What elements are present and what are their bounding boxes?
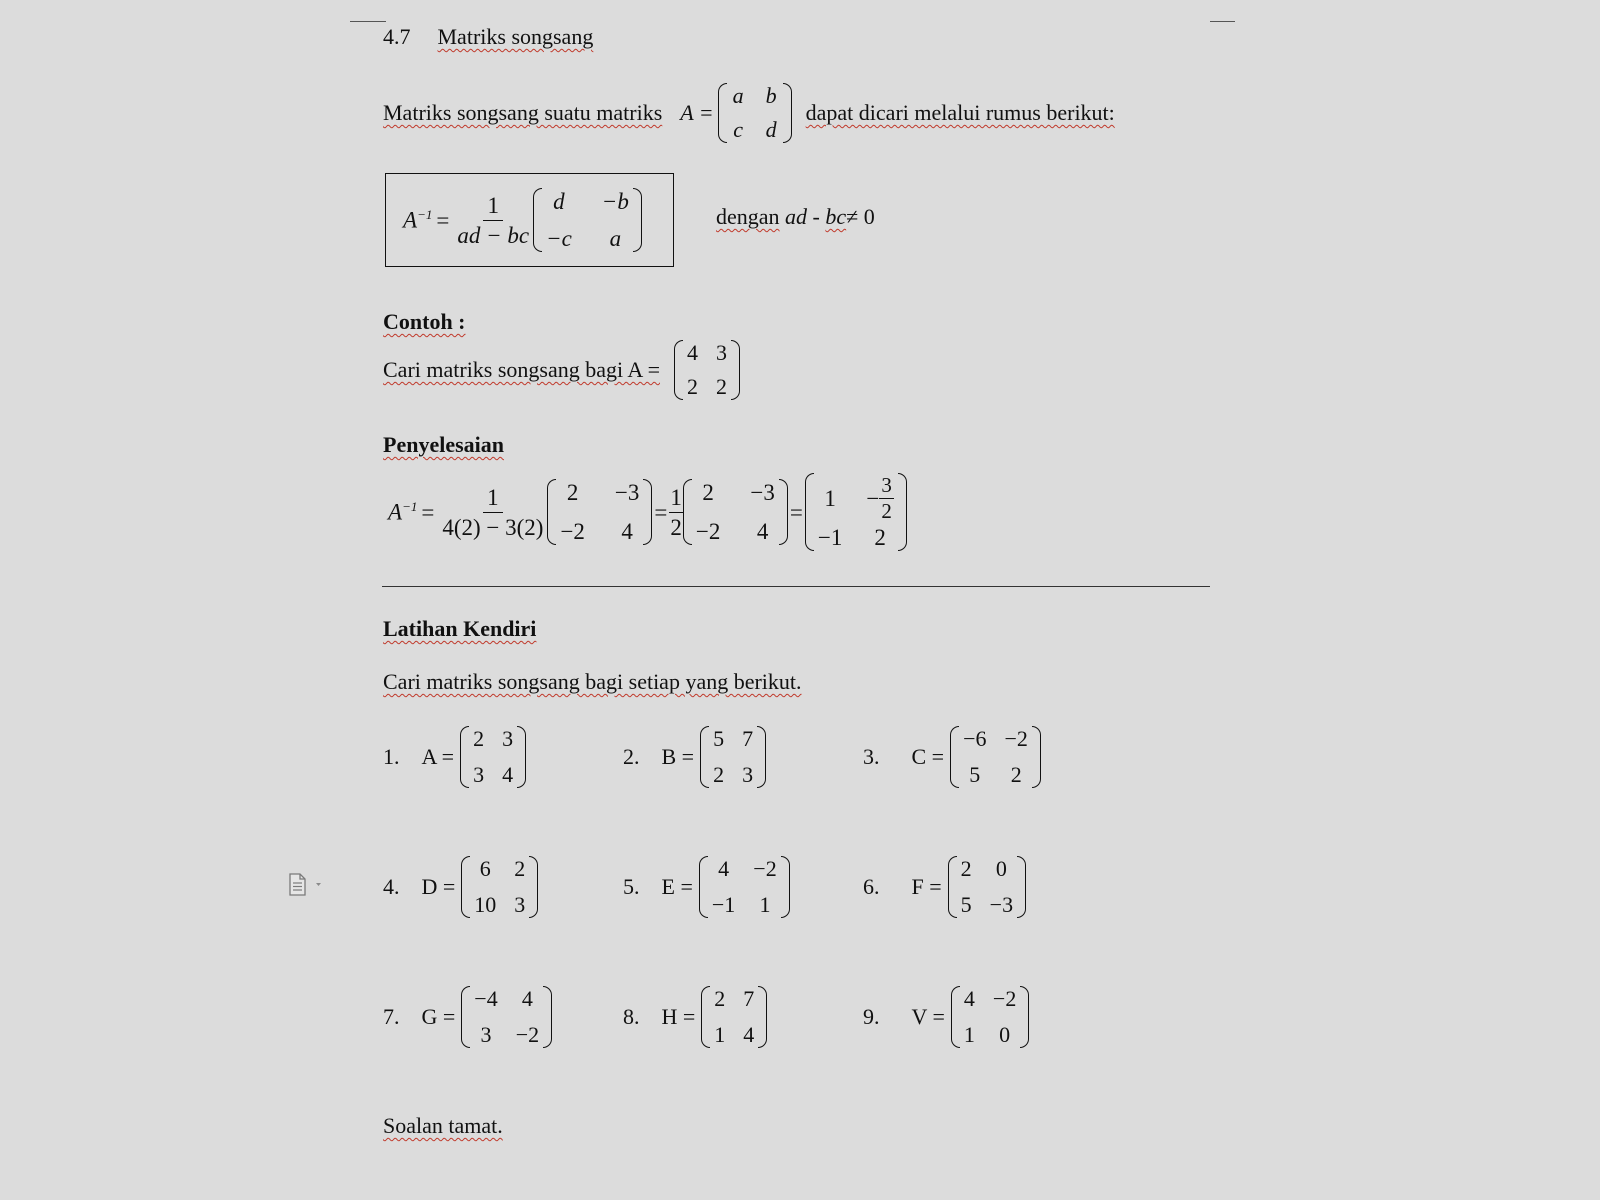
matrix-cell: a <box>609 226 622 251</box>
matrix-cell: −6 <box>963 726 987 751</box>
exercise-matrix <box>951 986 1029 1048</box>
exercise-item-number: 4. <box>383 874 400 899</box>
exercise-item-number: 3. <box>863 744 880 769</box>
matrix-cell: −4 <box>474 986 498 1011</box>
matrix-cell: 2 <box>566 480 579 505</box>
exercise-heading: Latihan Kendiri <box>383 616 537 641</box>
matrix-cell: 2 <box>716 374 727 399</box>
matrix-cell: 10 <box>474 892 497 917</box>
matrix-cell: −2 <box>992 986 1017 1011</box>
exercise-item <box>623 853 790 921</box>
matrix-cell: 7 <box>743 986 755 1011</box>
matrix-cell: 3 <box>742 762 754 787</box>
fraction-numerator: 1 <box>483 194 503 221</box>
condition-bc: bc <box>825 204 847 229</box>
matrix-cell: 3 <box>473 762 485 787</box>
matrix-cell: d <box>553 189 565 214</box>
solution-lhs: $A^{-1}$ <box>388 499 418 525</box>
exercise-item <box>863 853 1026 921</box>
example-question <box>383 338 740 402</box>
example-heading: Contoh : <box>383 309 466 334</box>
matrix-cell: 3 <box>716 340 727 365</box>
matrix-cell: 3 <box>514 892 526 917</box>
exercise-item <box>863 983 1029 1051</box>
exercise-item-label: B = <box>661 744 695 769</box>
solution-equation <box>388 464 907 560</box>
matrix-cell: 1 <box>824 486 836 511</box>
exercise-instruction: Cari matriks songsang bagi setiap yang berikut. <box>383 669 802 694</box>
intro-text-before: Matriks songsang suatu matriks <box>383 100 663 125</box>
matrix-cell: −2 <box>753 856 777 881</box>
matrix-cell: 4 <box>687 340 698 365</box>
exercise-item-label: C = <box>911 744 945 769</box>
exercise-item-label: G = <box>421 1004 456 1029</box>
matrix-cell: 1 <box>963 1022 975 1047</box>
matrix-cell: 2 <box>714 986 726 1011</box>
equals-sign: = <box>436 207 450 233</box>
exercise-item-number: 9. <box>863 1004 880 1029</box>
horizontal-rule <box>382 586 1210 587</box>
condition-word: dengan <box>716 204 780 229</box>
exercise-item-label: F = <box>911 874 942 899</box>
intro-matrix <box>718 83 792 143</box>
margin-corner-mark <box>350 21 386 22</box>
exercise-item-label: H = <box>661 1004 696 1029</box>
matrix-cell-fraction: − $\frac{3}{2}$ <box>866 473 892 523</box>
margin-corner-mark <box>1210 21 1235 22</box>
matrix-cell: 4 <box>963 986 975 1011</box>
exercise-item <box>863 723 1041 791</box>
exercise-item-label: A = <box>421 744 455 769</box>
matrix-cell: 4 <box>621 519 633 544</box>
exercise-item-number: 2. <box>623 744 640 769</box>
matrix-cell: 1 <box>714 1022 726 1047</box>
matrix-cell: 5 <box>969 762 981 787</box>
exercise-item-number: 1. <box>383 744 400 769</box>
exercise-item-label: D = <box>421 874 456 899</box>
equals-sign: = <box>789 499 803 525</box>
solution-fraction-1 <box>438 486 547 539</box>
exercise-item-number: 5. <box>623 874 640 899</box>
equals-sign: = <box>654 499 668 525</box>
solution-matrix-1 <box>547 479 652 545</box>
condition-minus: - <box>812 204 820 229</box>
fraction-denominator: 2 <box>670 514 682 540</box>
intro-line <box>383 80 1115 146</box>
matrix-cell: −2 <box>695 519 721 544</box>
formula-lhs: $A^{-1}$ <box>403 207 433 233</box>
matrix-cell: −3 <box>989 892 1014 917</box>
fraction-numerator: 1 <box>669 486 683 513</box>
matrix-cell: 2 <box>1010 762 1022 787</box>
exercise-matrix <box>460 726 526 788</box>
exercise-matrix <box>700 726 766 788</box>
matrix-cell: 4 <box>743 1022 755 1047</box>
solution-result-matrix <box>805 473 907 551</box>
matrix-cell: 4 <box>521 986 533 1011</box>
exercise-item <box>383 983 552 1051</box>
exercise-item-number: 6. <box>863 874 880 899</box>
solution-matrix-2 <box>683 479 788 545</box>
matrix-cell: −1 <box>711 892 736 917</box>
matrix-cell: 2 <box>473 726 485 751</box>
condition-ad: ad <box>785 204 808 229</box>
exercise-item-number: 7. <box>383 1004 400 1029</box>
matrix-cell: 3 <box>502 726 514 751</box>
example-matrix <box>674 340 740 400</box>
matrix-cell: 6 <box>479 856 491 881</box>
section-heading <box>383 26 593 48</box>
exercise-item <box>383 723 526 791</box>
matrix-cell: 4 <box>718 856 730 881</box>
equals-sign: = <box>421 499 435 525</box>
matrix-cell: −3 <box>614 480 640 505</box>
matrix-cell: −2 <box>1004 726 1028 751</box>
exercise-item-label: V = <box>911 1004 945 1029</box>
matrix-cell: −2 <box>515 1022 540 1047</box>
matrix-cell: 7 <box>742 726 754 751</box>
matrix-cell: 2 <box>960 856 972 881</box>
matrix-cell: 4 <box>502 762 514 787</box>
matrix-cell: −2 <box>560 519 585 544</box>
exercise-item-label: E = <box>661 874 693 899</box>
matrix-cell: 2 <box>713 762 725 787</box>
fraction-numerator: 1 <box>483 486 503 513</box>
exercise-matrix <box>461 856 538 918</box>
matrix-cell: 5 <box>960 892 972 917</box>
matrix-cell: 0 <box>995 856 1007 881</box>
exercise-matrix <box>950 726 1041 788</box>
exercise-matrix <box>699 856 790 918</box>
solution-fraction-2 <box>669 486 683 539</box>
exercise-matrix <box>701 986 767 1048</box>
matrix-cell: 2 <box>702 480 714 505</box>
matrix-cell: 2 <box>514 856 526 881</box>
matrix-cell: 5 <box>713 726 725 751</box>
example-question-text: Cari matriks songsang bagi A = <box>383 357 660 382</box>
matrix-cell: −c <box>546 226 572 251</box>
exercise-item <box>383 853 538 921</box>
fraction-denominator: 4(2) − 3(2) <box>442 514 544 540</box>
formula-matrix <box>533 188 642 252</box>
section-title: Matriks songsang <box>437 24 594 49</box>
matrix-cell: −3 <box>750 480 775 505</box>
closing-note: Soalan tamat. <box>383 1113 503 1138</box>
condition-rest: ≠ 0 <box>846 204 875 229</box>
matrix-cell: d <box>765 117 777 142</box>
section-number: 4.7 <box>383 24 411 49</box>
intro-text-after: dapat dicari melalui rumus berikut: <box>805 100 1115 125</box>
formula-condition <box>716 206 875 228</box>
matrix-cell: a <box>732 83 744 108</box>
exercise-item <box>623 723 766 791</box>
matrix-cell: 3 <box>480 1022 492 1047</box>
exercise-item <box>623 983 767 1051</box>
solution-heading: Penyelesaian <box>383 432 504 457</box>
exercise-matrix <box>461 986 552 1048</box>
fraction-denominator: ad − bc <box>457 222 530 248</box>
matrix-cell: c <box>733 117 744 142</box>
matrix-cell: −1 <box>817 525 843 550</box>
matrix-cell: −b <box>601 189 629 214</box>
matrix-cell: b <box>765 83 777 108</box>
document-icon[interactable] <box>288 873 322 902</box>
formula-fraction <box>453 194 533 247</box>
intro-matrix-lhs: A = <box>680 100 714 125</box>
matrix-cell: 4 <box>756 519 769 544</box>
inverse-formula <box>403 181 642 259</box>
matrix-cell: 0 <box>999 1022 1011 1047</box>
matrix-cell: 2 <box>687 374 698 399</box>
exercise-item-number: 8. <box>623 1004 640 1029</box>
matrix-cell: 2 <box>874 525 886 550</box>
exercise-matrix <box>948 856 1026 918</box>
matrix-cell: 1 <box>759 892 771 917</box>
